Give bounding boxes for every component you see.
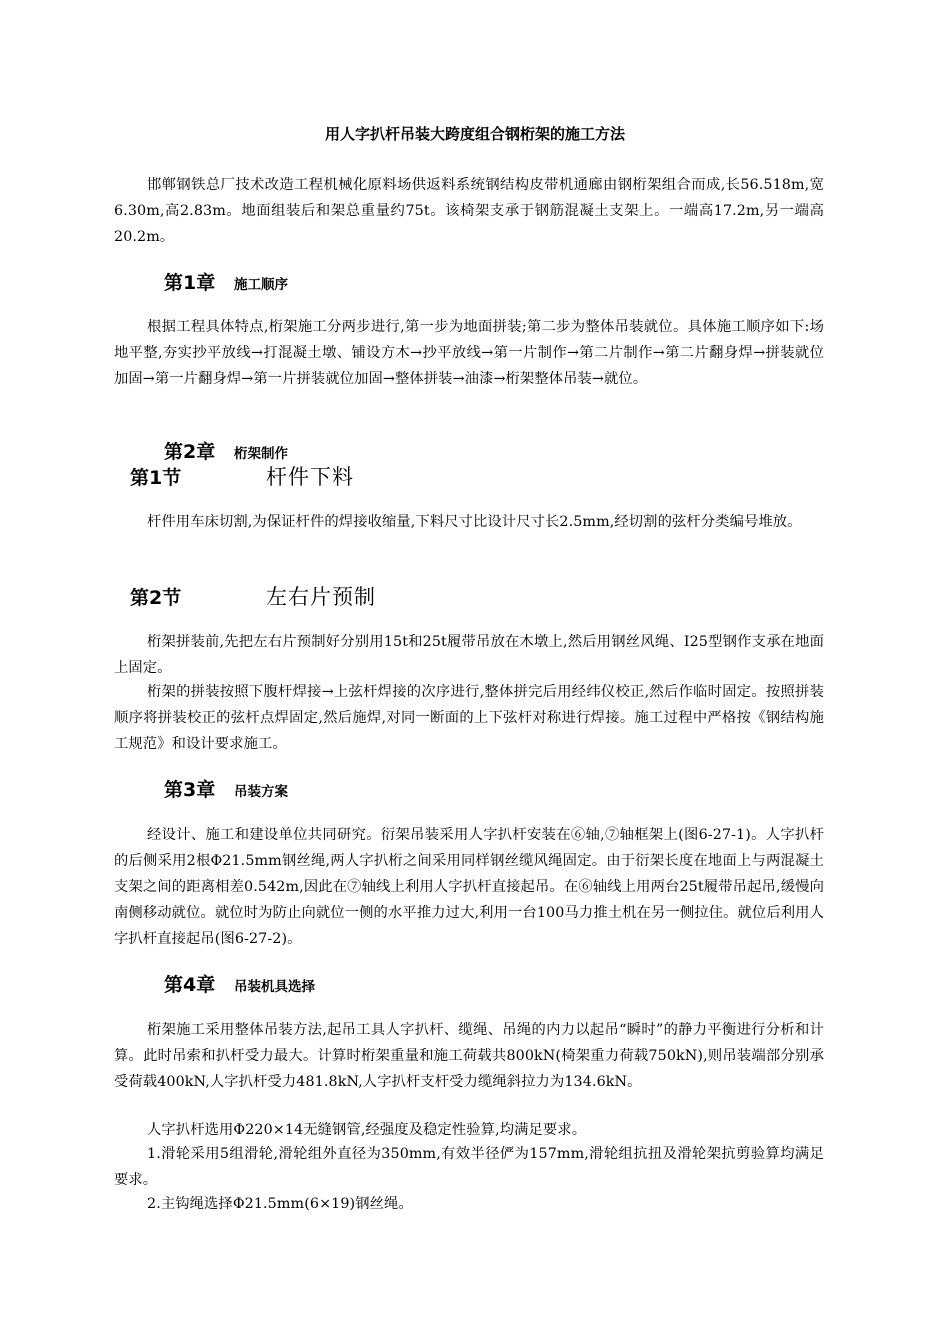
chapter-4-heading bbox=[164, 970, 315, 997]
section-title: 左右片预制 bbox=[266, 585, 376, 609]
chapter-1-heading bbox=[164, 268, 288, 295]
chapter-3-paragraph: 经设计、施工和建设单位共同研究。衍架吊装采用人字扒杆安装在⑥轴,⑦轴框架上(图6-27-1)。人字扒杆的后侧采用2根Φ21.5mm钢丝绳,两人字扒桁之间采用同样钢丝缆风绳固定。由于衍架长度在地面上与两混凝土支架之间的距离相差0.542m,因此在⑦轴线上利用人字扒杆直接起吊。在⑥轴线上用两台25t履带吊起吊,缓慢向南侧移动就位。就位时为防止向就位一侧的水平推力过大,利用一台100马力推土机在另一侧拉住。就位后利用人字扒杆直接起吊(图6-27-2)。 bbox=[114, 827, 824, 947]
chapter-4-paragraph-1: 桁架施工采用整体吊装方法,起吊工具人字扒杆、缆绳、吊绳的内力以起吊“瞬时”的静力平衡进行分析和计算。此时吊索和扒杆受力最大。计算时桁架重量和施工荷载共800kN(椅架重力荷载750kN),则吊装端部分别承受荷载400kN,人字扒杆受力481.8kN,人字扒杆支杆受力缆绳斜拉力为134.6kN。 bbox=[114, 1022, 824, 1090]
chapter-2-heading bbox=[164, 437, 288, 464]
chapter-title: 施工顺序 bbox=[234, 277, 288, 293]
section-1-paragraph: 杆件用车床切割,为保证杆件的焊接收缩量,下料尺寸比设计尺寸长2.5mm,经切割的弦杆分类编号堆放。 bbox=[147, 514, 802, 530]
chapter-number: 第1章 bbox=[164, 272, 216, 294]
intro-paragraph: 邯郸钢铁总厂技术改造工程机械化原料场供返料系统钢结构皮带机通廊由钢桁架组合而成,长56.518m,宽6.30m,高2.83m。地面组装后和架总重量约75t。该椅架支承于钢筋混凝土支架上。一端高17.2m,另一端高20.2m。 bbox=[114, 177, 824, 245]
chapter-3-heading bbox=[164, 775, 288, 802]
chapter-1-paragraph: 根据工程具体特点,桁架施工分两步进行,第一步为地面拼装;第二步为整体吊装就位。具体施工顺序如下:场地平整,夯实抄平放线→打混凝土墩、铺设方木→抄平放线→第一片制作→第二片制作→第二片翻身焊→拼装就位加固→第一片翻身焊→第一片拼装就位加固→整体拼装→油漆→桁架整体吊装→就位。 bbox=[114, 319, 824, 387]
section-1-heading bbox=[130, 461, 354, 491]
chapter-title: 桁架制作 bbox=[234, 446, 288, 462]
chapter-number: 第3章 bbox=[164, 779, 216, 801]
section-2-heading bbox=[130, 581, 376, 611]
section-number: 第1节 bbox=[130, 467, 182, 489]
chapter-4-paragraph-4: 2.主钩绳选择Φ21.5mm(6×19)钢丝绳。 bbox=[147, 1196, 413, 1212]
chapter-4-paragraph-2: 人字扒杆选用Φ220×14无缝钢管,经强度及稳定性验算,均满足要求。 bbox=[147, 1122, 587, 1138]
section-2-paragraph-1: 桁架拼装前,先把左右片预制好分别用15t和25t履带吊放在木墩上,然后用钢丝风绳、I25型钢作支承在地面上固定。 bbox=[114, 634, 824, 676]
chapter-title: 吊装机具选择 bbox=[234, 979, 315, 995]
chapter-4-paragraph-3: 1.滑轮采用5组滑轮,滑轮组外直径为350mm,有效半径俨为157mm,滑轮组抗扭及滑轮架抗剪验算均满足要求。 bbox=[114, 1146, 824, 1188]
chapter-number: 第4章 bbox=[164, 974, 216, 996]
section-2-paragraph-2: 桁架的拼装按照下腹杆焊接→上弦杆焊接的次序进行,整体拼完后用经纬仪校正,然后作临时固定。按照拼装顺序将拼装校正的弦杆点焊固定,然后施焊,对同一断面的上下弦杆对称进行焊接。施工过程中严格按《钢结构施工规范》和设计要求施工。 bbox=[114, 684, 824, 752]
section-number: 第2节 bbox=[130, 587, 182, 609]
chapter-title: 吊装方案 bbox=[234, 784, 288, 800]
document-title: 用人字扒杆吊装大跨度组合钢桁架的施工方法 bbox=[324, 125, 625, 143]
section-title: 杆件下料 bbox=[266, 465, 354, 489]
chapter-number: 第2章 bbox=[164, 441, 216, 463]
